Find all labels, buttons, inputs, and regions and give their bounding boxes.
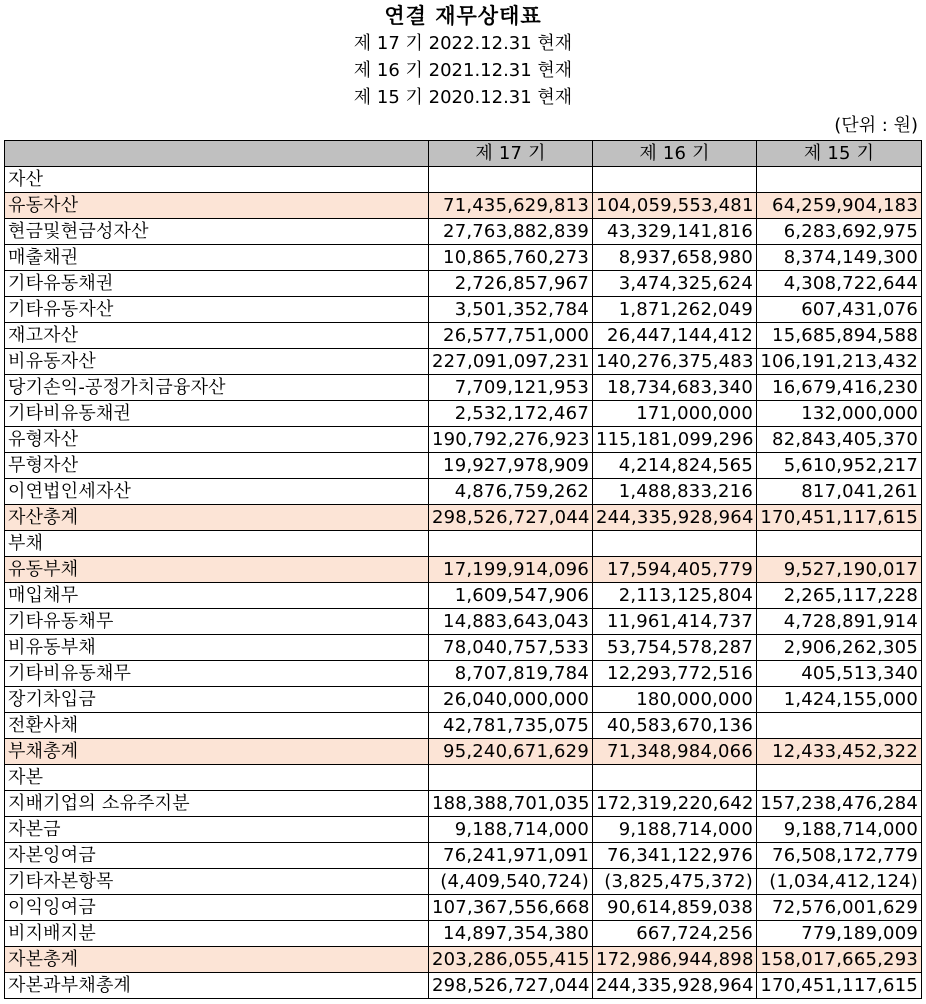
account-label: 지배기업의 소유주지분 — [5, 791, 429, 817]
statement-title: 연결 재무상태표 — [384, 4, 542, 28]
value-period-17: (4,409,540,724) — [429, 869, 593, 895]
value-period-15: 8,374,149,300 — [757, 245, 922, 271]
value-period-16 — [593, 167, 757, 193]
value-period-17: 298,526,727,044 — [429, 505, 593, 531]
account-label: 매출채권 — [5, 245, 429, 271]
table-row — [5, 739, 922, 765]
value-period-17: 19,927,978,909 — [429, 453, 593, 479]
table-row — [5, 817, 922, 843]
value-period-17: 298,526,727,044 — [429, 973, 593, 999]
value-period-15: 1,424,155,000 — [757, 687, 922, 713]
account-label: 비유동부채 — [5, 635, 429, 661]
value-period-16: 9,188,714,000 — [593, 817, 757, 843]
value-period-16: 244,335,928,964 — [593, 973, 757, 999]
table-row — [5, 687, 922, 713]
table-row — [5, 297, 922, 323]
value-period-15: 64,259,904,183 — [757, 193, 922, 219]
table-row — [5, 895, 922, 921]
account-label: 기타비유동채권 — [5, 401, 429, 427]
value-period-15: 607,431,076 — [757, 297, 922, 323]
value-period-16: 26,447,144,412 — [593, 323, 757, 349]
table-row — [5, 531, 922, 557]
value-period-15: 132,000,000 — [757, 401, 922, 427]
value-period-15: 9,188,714,000 — [757, 817, 922, 843]
value-period-16: 667,724,256 — [593, 921, 757, 947]
value-period-15: 82,843,405,370 — [757, 427, 922, 453]
value-period-16: 104,059,553,481 — [593, 193, 757, 219]
table-row — [5, 375, 922, 401]
table-row — [5, 401, 922, 427]
value-period-17: 2,532,172,467 — [429, 401, 593, 427]
value-period-17: 78,040,757,533 — [429, 635, 593, 661]
value-period-15: 2,265,117,228 — [757, 583, 922, 609]
table-row — [5, 219, 922, 245]
table-row — [5, 921, 922, 947]
table-row — [5, 453, 922, 479]
table-row — [5, 635, 922, 661]
account-label: 기타유동자산 — [5, 297, 429, 323]
table-row — [5, 349, 922, 375]
value-period-17: 2,726,857,967 — [429, 271, 593, 297]
value-period-17: 1,609,547,906 — [429, 583, 593, 609]
table-row — [5, 609, 922, 635]
value-period-17 — [429, 765, 593, 791]
account-label: 기타유동채무 — [5, 609, 429, 635]
value-period-17 — [429, 531, 593, 557]
value-period-15: 106,191,213,432 — [757, 349, 922, 375]
value-period-15: 170,451,117,615 — [757, 973, 922, 999]
table-row — [5, 167, 922, 193]
table-row — [5, 661, 922, 687]
value-period-17: 26,040,000,000 — [429, 687, 593, 713]
value-period-16: 4,214,824,565 — [593, 453, 757, 479]
value-period-16: 8,937,658,980 — [593, 245, 757, 271]
value-period-16: (3,825,475,372) — [593, 869, 757, 895]
value-period-16: 43,329,141,816 — [593, 219, 757, 245]
table-row — [5, 427, 922, 453]
value-period-17: 42,781,735,075 — [429, 713, 593, 739]
account-label: 유동부채 — [5, 557, 429, 583]
value-period-16: 1,488,833,216 — [593, 479, 757, 505]
period-line-16: 제 16 기 2021.12.31 현재 — [353, 60, 573, 81]
value-period-15: 4,308,722,644 — [757, 271, 922, 297]
value-period-17: 17,199,914,096 — [429, 557, 593, 583]
value-period-16: 2,113,125,804 — [593, 583, 757, 609]
account-label: 이연법인세자산 — [5, 479, 429, 505]
column-header-period-16: 제 16 기 — [593, 141, 757, 167]
value-period-16 — [593, 765, 757, 791]
account-label: 장기차입금 — [5, 687, 429, 713]
account-label: 자본과부채총계 — [5, 973, 429, 999]
table-row — [5, 193, 922, 219]
value-period-17: 107,367,556,668 — [429, 895, 593, 921]
value-period-16 — [593, 531, 757, 557]
account-label: 재고자산 — [5, 323, 429, 349]
value-period-17: 14,897,354,380 — [429, 921, 593, 947]
account-label: 전환사채 — [5, 713, 429, 739]
account-label: 자본금 — [5, 817, 429, 843]
value-period-15: 5,610,952,217 — [757, 453, 922, 479]
account-label: 유형자산 — [5, 427, 429, 453]
value-period-16: 17,594,405,779 — [593, 557, 757, 583]
value-period-17: 188,388,701,035 — [429, 791, 593, 817]
value-period-15 — [757, 765, 922, 791]
unit-label: (단위 : 원) — [834, 115, 918, 136]
value-period-16: 3,474,325,624 — [593, 271, 757, 297]
value-period-15: 157,238,476,284 — [757, 791, 922, 817]
value-period-15: 16,679,416,230 — [757, 375, 922, 401]
account-label: 부채 — [5, 531, 429, 557]
value-period-15 — [757, 167, 922, 193]
column-header-account — [5, 141, 429, 167]
value-period-15: 15,685,894,588 — [757, 323, 922, 349]
value-period-17 — [429, 167, 593, 193]
value-period-15: 817,041,261 — [757, 479, 922, 505]
value-period-16: 172,986,944,898 — [593, 947, 757, 973]
value-period-17: 95,240,671,629 — [429, 739, 593, 765]
account-label: 기타비유동채무 — [5, 661, 429, 687]
account-label: 자본 — [5, 765, 429, 791]
value-period-17: 76,241,971,091 — [429, 843, 593, 869]
table-row — [5, 973, 922, 999]
account-label: 비지배지분 — [5, 921, 429, 947]
account-label: 유동자산 — [5, 193, 429, 219]
value-period-15 — [757, 531, 922, 557]
account-label: 자본총계 — [5, 947, 429, 973]
table-header-row — [5, 141, 922, 167]
value-period-16: 53,754,578,287 — [593, 635, 757, 661]
value-period-17: 203,286,055,415 — [429, 947, 593, 973]
value-period-16: 244,335,928,964 — [593, 505, 757, 531]
table-row — [5, 843, 922, 869]
value-period-16: 11,961,414,737 — [593, 609, 757, 635]
account-label: 자산총계 — [5, 505, 429, 531]
table-row — [5, 869, 922, 895]
value-period-16: 1,871,262,049 — [593, 297, 757, 323]
value-period-16: 171,000,000 — [593, 401, 757, 427]
table-row — [5, 765, 922, 791]
account-label: 기타유동채권 — [5, 271, 429, 297]
value-period-16: 90,614,859,038 — [593, 895, 757, 921]
value-period-16: 180,000,000 — [593, 687, 757, 713]
table-row — [5, 271, 922, 297]
value-period-15 — [757, 713, 922, 739]
value-period-15: 9,527,190,017 — [757, 557, 922, 583]
value-period-16: 76,341,122,976 — [593, 843, 757, 869]
account-label: 자본잉여금 — [5, 843, 429, 869]
period-line-15: 제 15 기 2020.12.31 현재 — [353, 87, 573, 108]
value-period-15: 405,513,340 — [757, 661, 922, 687]
value-period-17: 26,577,751,000 — [429, 323, 593, 349]
value-period-16: 12,293,772,516 — [593, 661, 757, 687]
value-period-17: 190,792,276,923 — [429, 427, 593, 453]
table-body — [5, 167, 922, 999]
table-row — [5, 791, 922, 817]
value-period-15: 779,189,009 — [757, 921, 922, 947]
value-period-15: 12,433,452,322 — [757, 739, 922, 765]
value-period-17: 10,865,760,273 — [429, 245, 593, 271]
value-period-17: 7,709,121,953 — [429, 375, 593, 401]
value-period-17: 71,435,629,813 — [429, 193, 593, 219]
value-period-15: 72,576,001,629 — [757, 895, 922, 921]
value-period-15: (1,034,412,124) — [757, 869, 922, 895]
account-label: 현금및현금성자산 — [5, 219, 429, 245]
table-row — [5, 557, 922, 583]
account-label: 기타자본항목 — [5, 869, 429, 895]
value-period-17: 8,707,819,784 — [429, 661, 593, 687]
account-label: 비유동자산 — [5, 349, 429, 375]
account-label: 자산 — [5, 167, 429, 193]
value-period-16: 18,734,683,340 — [593, 375, 757, 401]
table-row — [5, 245, 922, 271]
value-period-15: 6,283,692,975 — [757, 219, 922, 245]
value-period-15: 158,017,665,293 — [757, 947, 922, 973]
account-label: 무형자산 — [5, 453, 429, 479]
table-row — [5, 479, 922, 505]
value-period-17: 227,091,097,231 — [429, 349, 593, 375]
value-period-15: 76,508,172,779 — [757, 843, 922, 869]
value-period-17: 27,763,882,839 — [429, 219, 593, 245]
value-period-16: 71,348,984,066 — [593, 739, 757, 765]
account-label: 이익잉여금 — [5, 895, 429, 921]
table-row — [5, 583, 922, 609]
value-period-16: 140,276,375,483 — [593, 349, 757, 375]
value-period-15: 2,906,262,305 — [757, 635, 922, 661]
value-period-16: 40,583,670,136 — [593, 713, 757, 739]
value-period-16: 172,319,220,642 — [593, 791, 757, 817]
column-header-period-17: 제 17 기 — [429, 141, 593, 167]
value-period-16: 115,181,099,296 — [593, 427, 757, 453]
value-period-15: 170,451,117,615 — [757, 505, 922, 531]
table-row — [5, 323, 922, 349]
value-period-17: 3,501,352,784 — [429, 297, 593, 323]
account-label: 매입채무 — [5, 583, 429, 609]
column-header-period-15: 제 15 기 — [757, 141, 922, 167]
value-period-17: 9,188,714,000 — [429, 817, 593, 843]
value-period-17: 4,876,759,262 — [429, 479, 593, 505]
account-label: 부채총계 — [5, 739, 429, 765]
balance-sheet-table — [4, 140, 922, 999]
table-row — [5, 947, 922, 973]
value-period-17: 14,883,643,043 — [429, 609, 593, 635]
table-row — [5, 713, 922, 739]
period-line-17: 제 17 기 2022.12.31 현재 — [353, 33, 573, 54]
value-period-15: 4,728,891,914 — [757, 609, 922, 635]
account-label: 당기손익-공정가치금융자산 — [5, 375, 429, 401]
table-row — [5, 505, 922, 531]
